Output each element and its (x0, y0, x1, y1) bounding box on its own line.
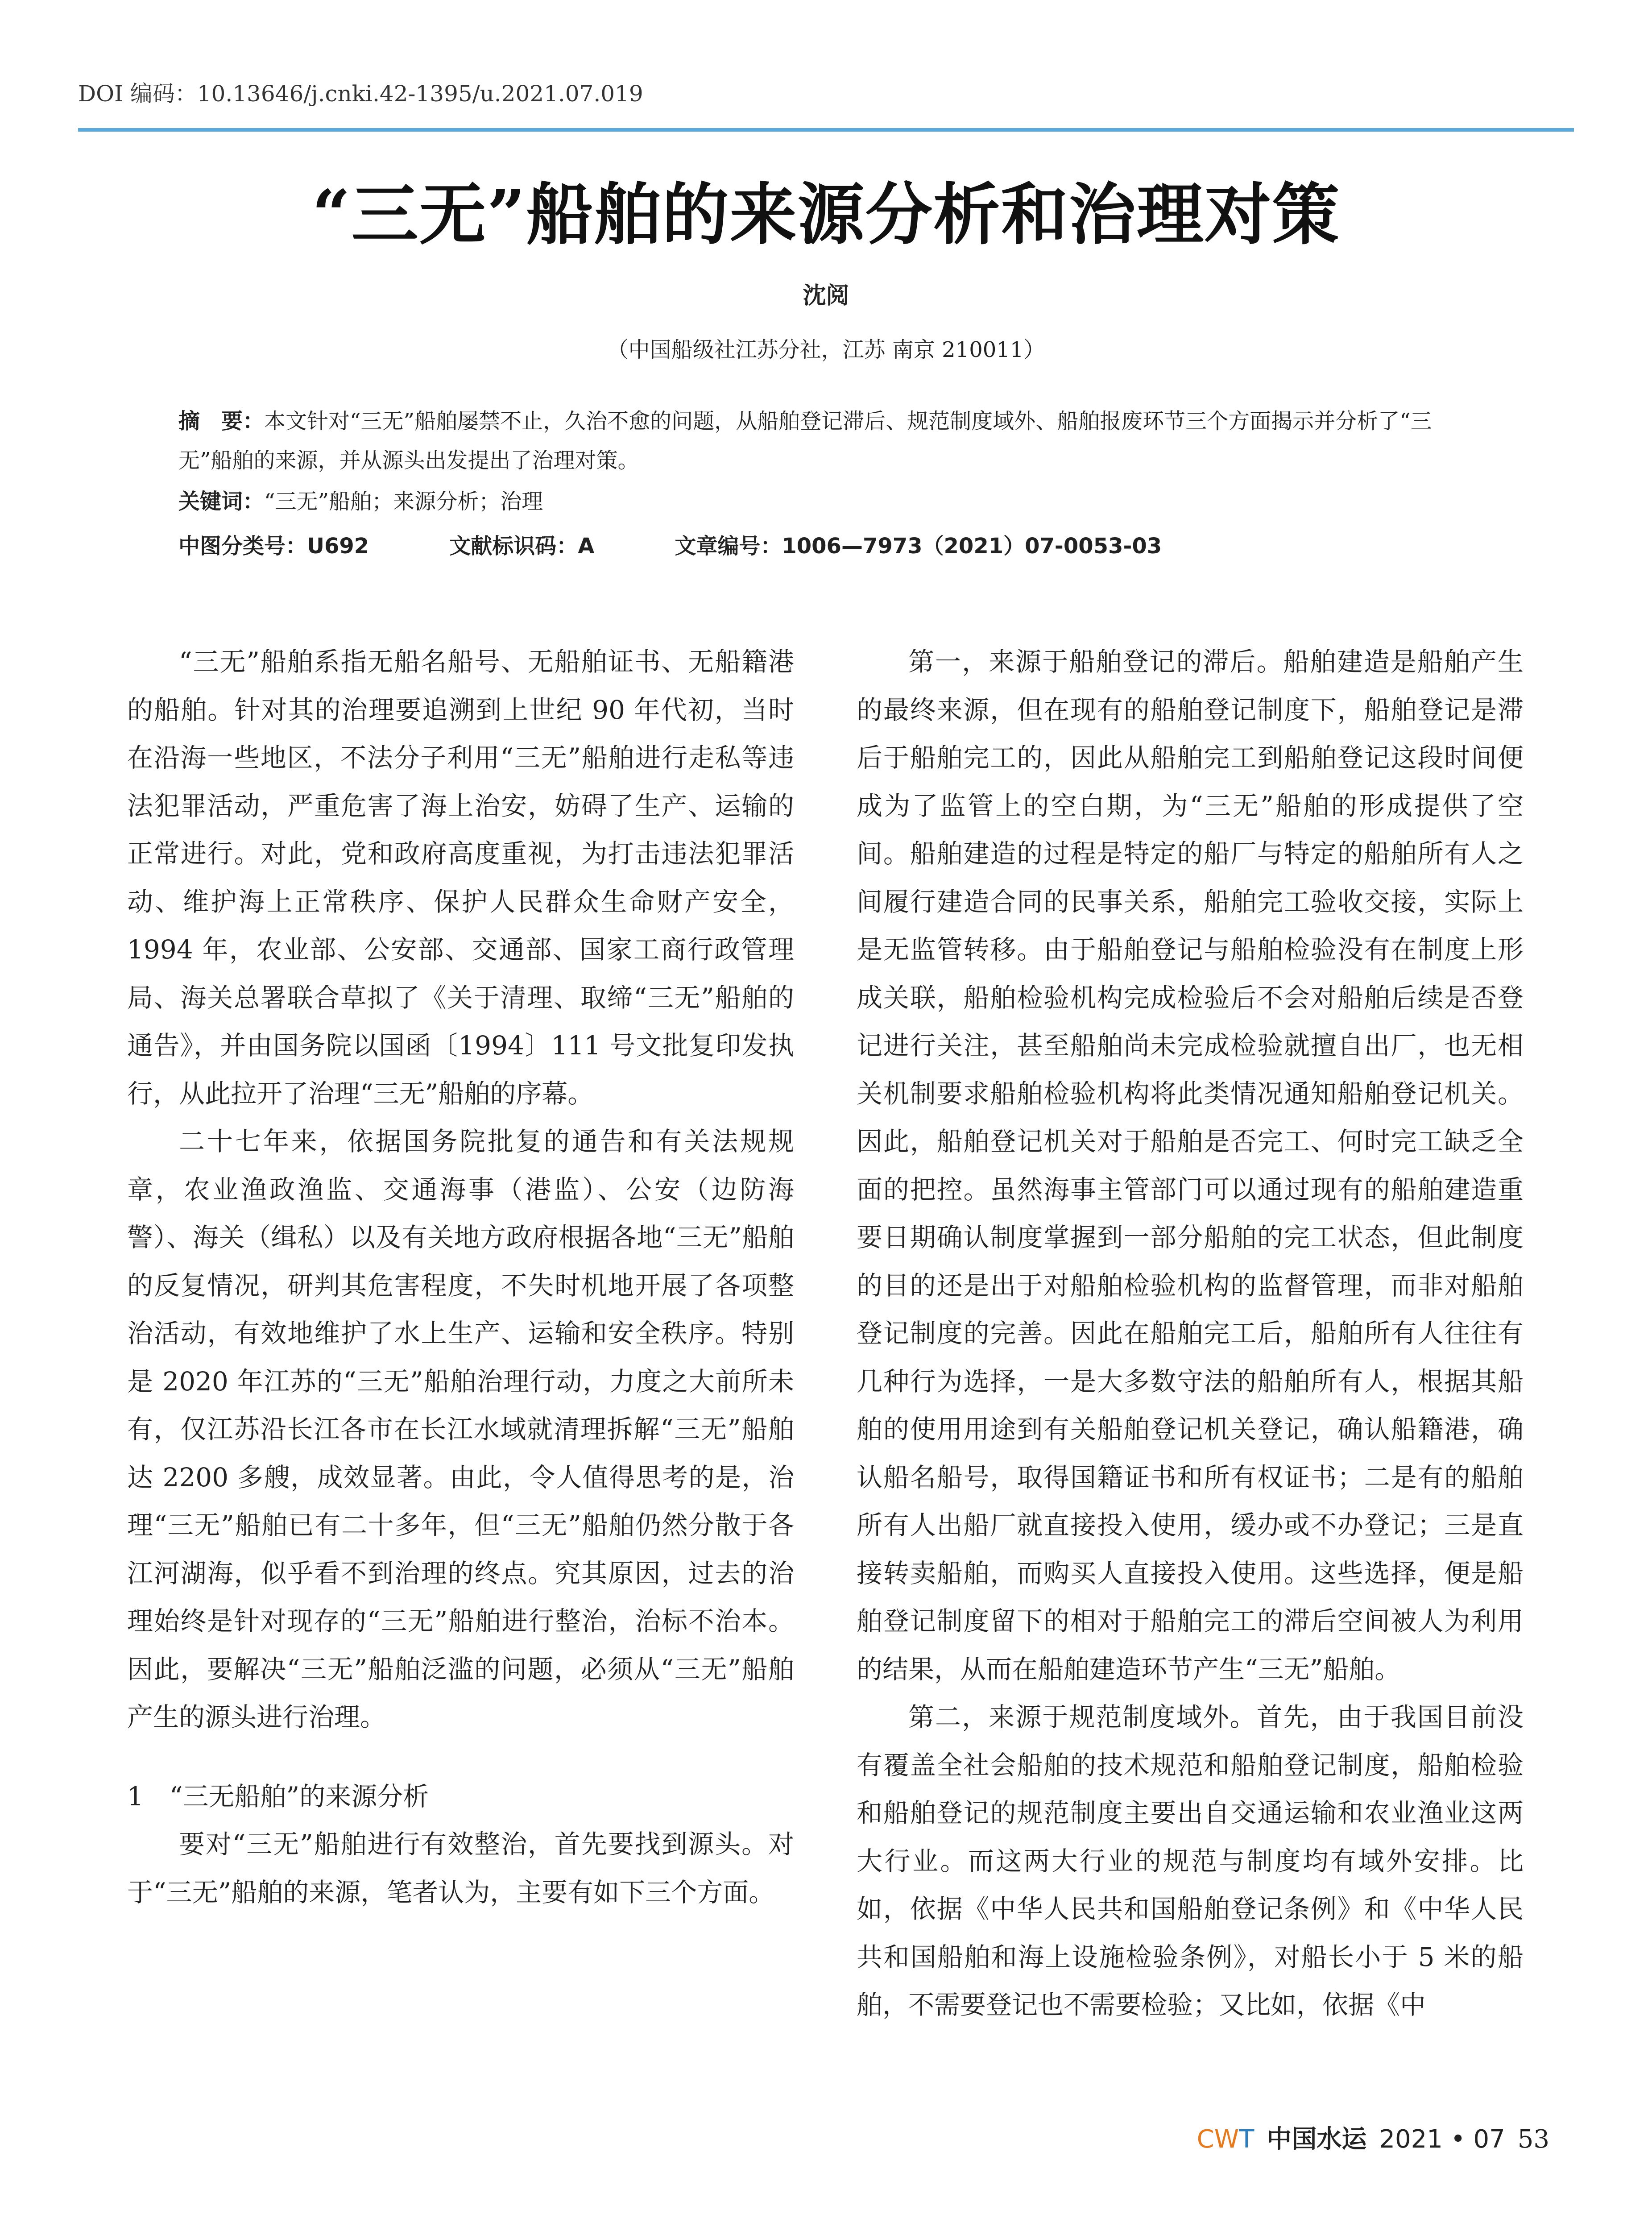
issue-number: 2021 • 07 (1379, 2125, 1505, 2154)
body-paragraph: 第二，来源于规范制度域外。首先，由于我国目前没有覆盖全社会船舶的技术规范和船舶登记制度，船舶检验和船舶登记的规范制度主要出自交通运输和农业渔业这两大行业。而这两大行业的规范与制度均有域外安排。比如，依据《中华人民共和国船舶登记条例》和《中华人民共和国船舶和海上设施检验条例》，对船长小于 5 米的船舶，不需要登记也不需要检验；又比如，依据《中 (857, 1702, 1524, 2020)
abstract-label: 摘 要： (178, 409, 265, 434)
header-rule-line (78, 128, 1574, 132)
abstract-text: 本文针对“三无”船舶屡禁不止，久治不愈的问题，从船舶登记滞后、规范制度域外、船舶报废环节三个方面揭示并分析了“三无”船舶的来源，并从源头出发提出了治理对策。 (178, 409, 1432, 473)
body-paragraph: “三无”船舶系指无船名船号、无船舶证书、无船籍港的船舶。针对其的治理要追溯到上世纪 90 年代初，当时在沿海一些地区，不法分子利用“三无”船舶进行走私等违法犯罪活动，严重危害了海上治安，妨碍了生产、运输的正常进行。对此，党和政府高度重视，为打击违法犯罪活动、维护海上正常秩序、保护人民群众生命财产安全，1994 年，农业部、公安部、交通部、国家工商行政管理局、海关总署联合草拟了《关于清理、取缔“三无”船舶的通告》，并由国务院以国函〔1994〕111 号文批复印发执行，从此拉开了治理“三无”船舶的序幕。 (127, 647, 794, 1109)
document-code: 文献标识码：A (449, 534, 595, 559)
journal-logo (1197, 2125, 1255, 2154)
page-footer (1197, 2119, 1549, 2155)
article-title: “三无”船舶的来源分析和治理对策 (312, 175, 1340, 254)
doi-line: DOI 编码：10.13646/j.cnki.42-1395/u.2021.07.019 (78, 81, 643, 107)
body-column-left (127, 638, 794, 1916)
page-number: 53 (1517, 2125, 1549, 2154)
keywords-label: 关键词： (178, 489, 265, 514)
logo-cw: CW (1197, 2125, 1239, 2154)
section-heading: 1 “三无船舶”的来源分析 (127, 1781, 429, 1812)
body-column-right (857, 638, 1524, 2029)
body-paragraph: 二十七年来，依据国务院批复的通告和有关法规规章，农业渔政渔监、交通海事（港监）、公安（边防海警）、海关（缉私）以及有关地方政府根据各地“三无”船舶的反复情况，研判其危害程度，不失时机地开展了各项整治活动，有效地维护了水上生产、运输和安全秩序。特别是 2020 年江苏的“三无”船舶治理行动，力度之大前所未有，仅江苏沿长江各市在长江水域就清理拆解“三无”船舶达 2200 多艘，成效显著。由此，令人值得思考的是，治理“三无”船舶已有二十多年，但“三无”船舶仍然分散于各江河湖海，似乎看不到治理的终点。究其原因，过去的治理始终是针对现存的“三无”船舶进行整治，治标不治本。因此，要解决“三无”船舶泛滥的问题，必须从“三无”船舶产生的源头进行治理。 (127, 1126, 794, 1732)
clc-number: 中图分类号：U692 (178, 534, 369, 559)
abstract (178, 402, 1481, 480)
logo-t: T (1239, 2125, 1255, 2154)
journal-name: 中国水运 (1267, 2124, 1367, 2154)
article-number: 文章编号：1006—7973（2021）07-0053-03 (675, 534, 1162, 559)
body-paragraph: 要对“三无”船舶进行有效整治，首先要找到源头。对于“三无”船舶的来源，笔者认为，主要有如下三个方面。 (127, 1829, 794, 1908)
body-paragraph: 第一，来源于船舶登记的滞后。船舶建造是船舶产生的最终来源，但在现有的船舶登记制度下，船舶登记是滞后于船舶完工的，因此从船舶完工到船舶登记这段时间便成为了监管上的空白期，为“三无”船舶的形成提供了空间。船舶建造的过程是特定的船厂与特定的船舶所有人之间履行建造合同的民事关系，船舶完工验收交接，实际上是无监管转移。由于船舶登记与船舶检验没有在制度上形成关联，船舶检验机构完成检验后不会对船舶后续是否登记进行关注，甚至船舶尚未完成检验就擅自出厂，也无相关机制要求船舶检验机构将此类情况通知船舶登记机关。因此，船舶登记机关对于船舶是否完工、何时完工缺乏全面的把控。虽然海事主管部门可以通过现有的船舶建造重要日期确认制度掌握到一部分船舶的完工状态，但此制度的目的还是出于对船舶检验机构的监督管理，而非对船舶登记制度的完善。因此在船舶完工后，船舶所有人往往有几种行为选择，一是大多数守法的船舶所有人，根据其船舶的使用用途到有关船舶登记机关登记，确认船籍港，确认船名船号，取得国籍证书和所有权证书；二是有的船舶所有人出船厂就直接投入使用，缓办或不办登记；三是直接转卖船舶，而购买人直接投入使用。这些选择，便是船舶登记制度留下的相对于船舶完工的滞后空间被人为利用的结果，从而在船舶建造环节产生“三无”船舶。 (857, 647, 1524, 1684)
author-name: 沈阅 (803, 282, 849, 309)
keywords (178, 482, 1481, 521)
author-affiliation: （中国船级社江苏分社，江苏 南京 210011） (607, 337, 1045, 362)
classification-line (178, 527, 1481, 566)
keywords-text: “三无”船舶；来源分析；治理 (264, 489, 543, 514)
header-rule (78, 128, 1574, 132)
